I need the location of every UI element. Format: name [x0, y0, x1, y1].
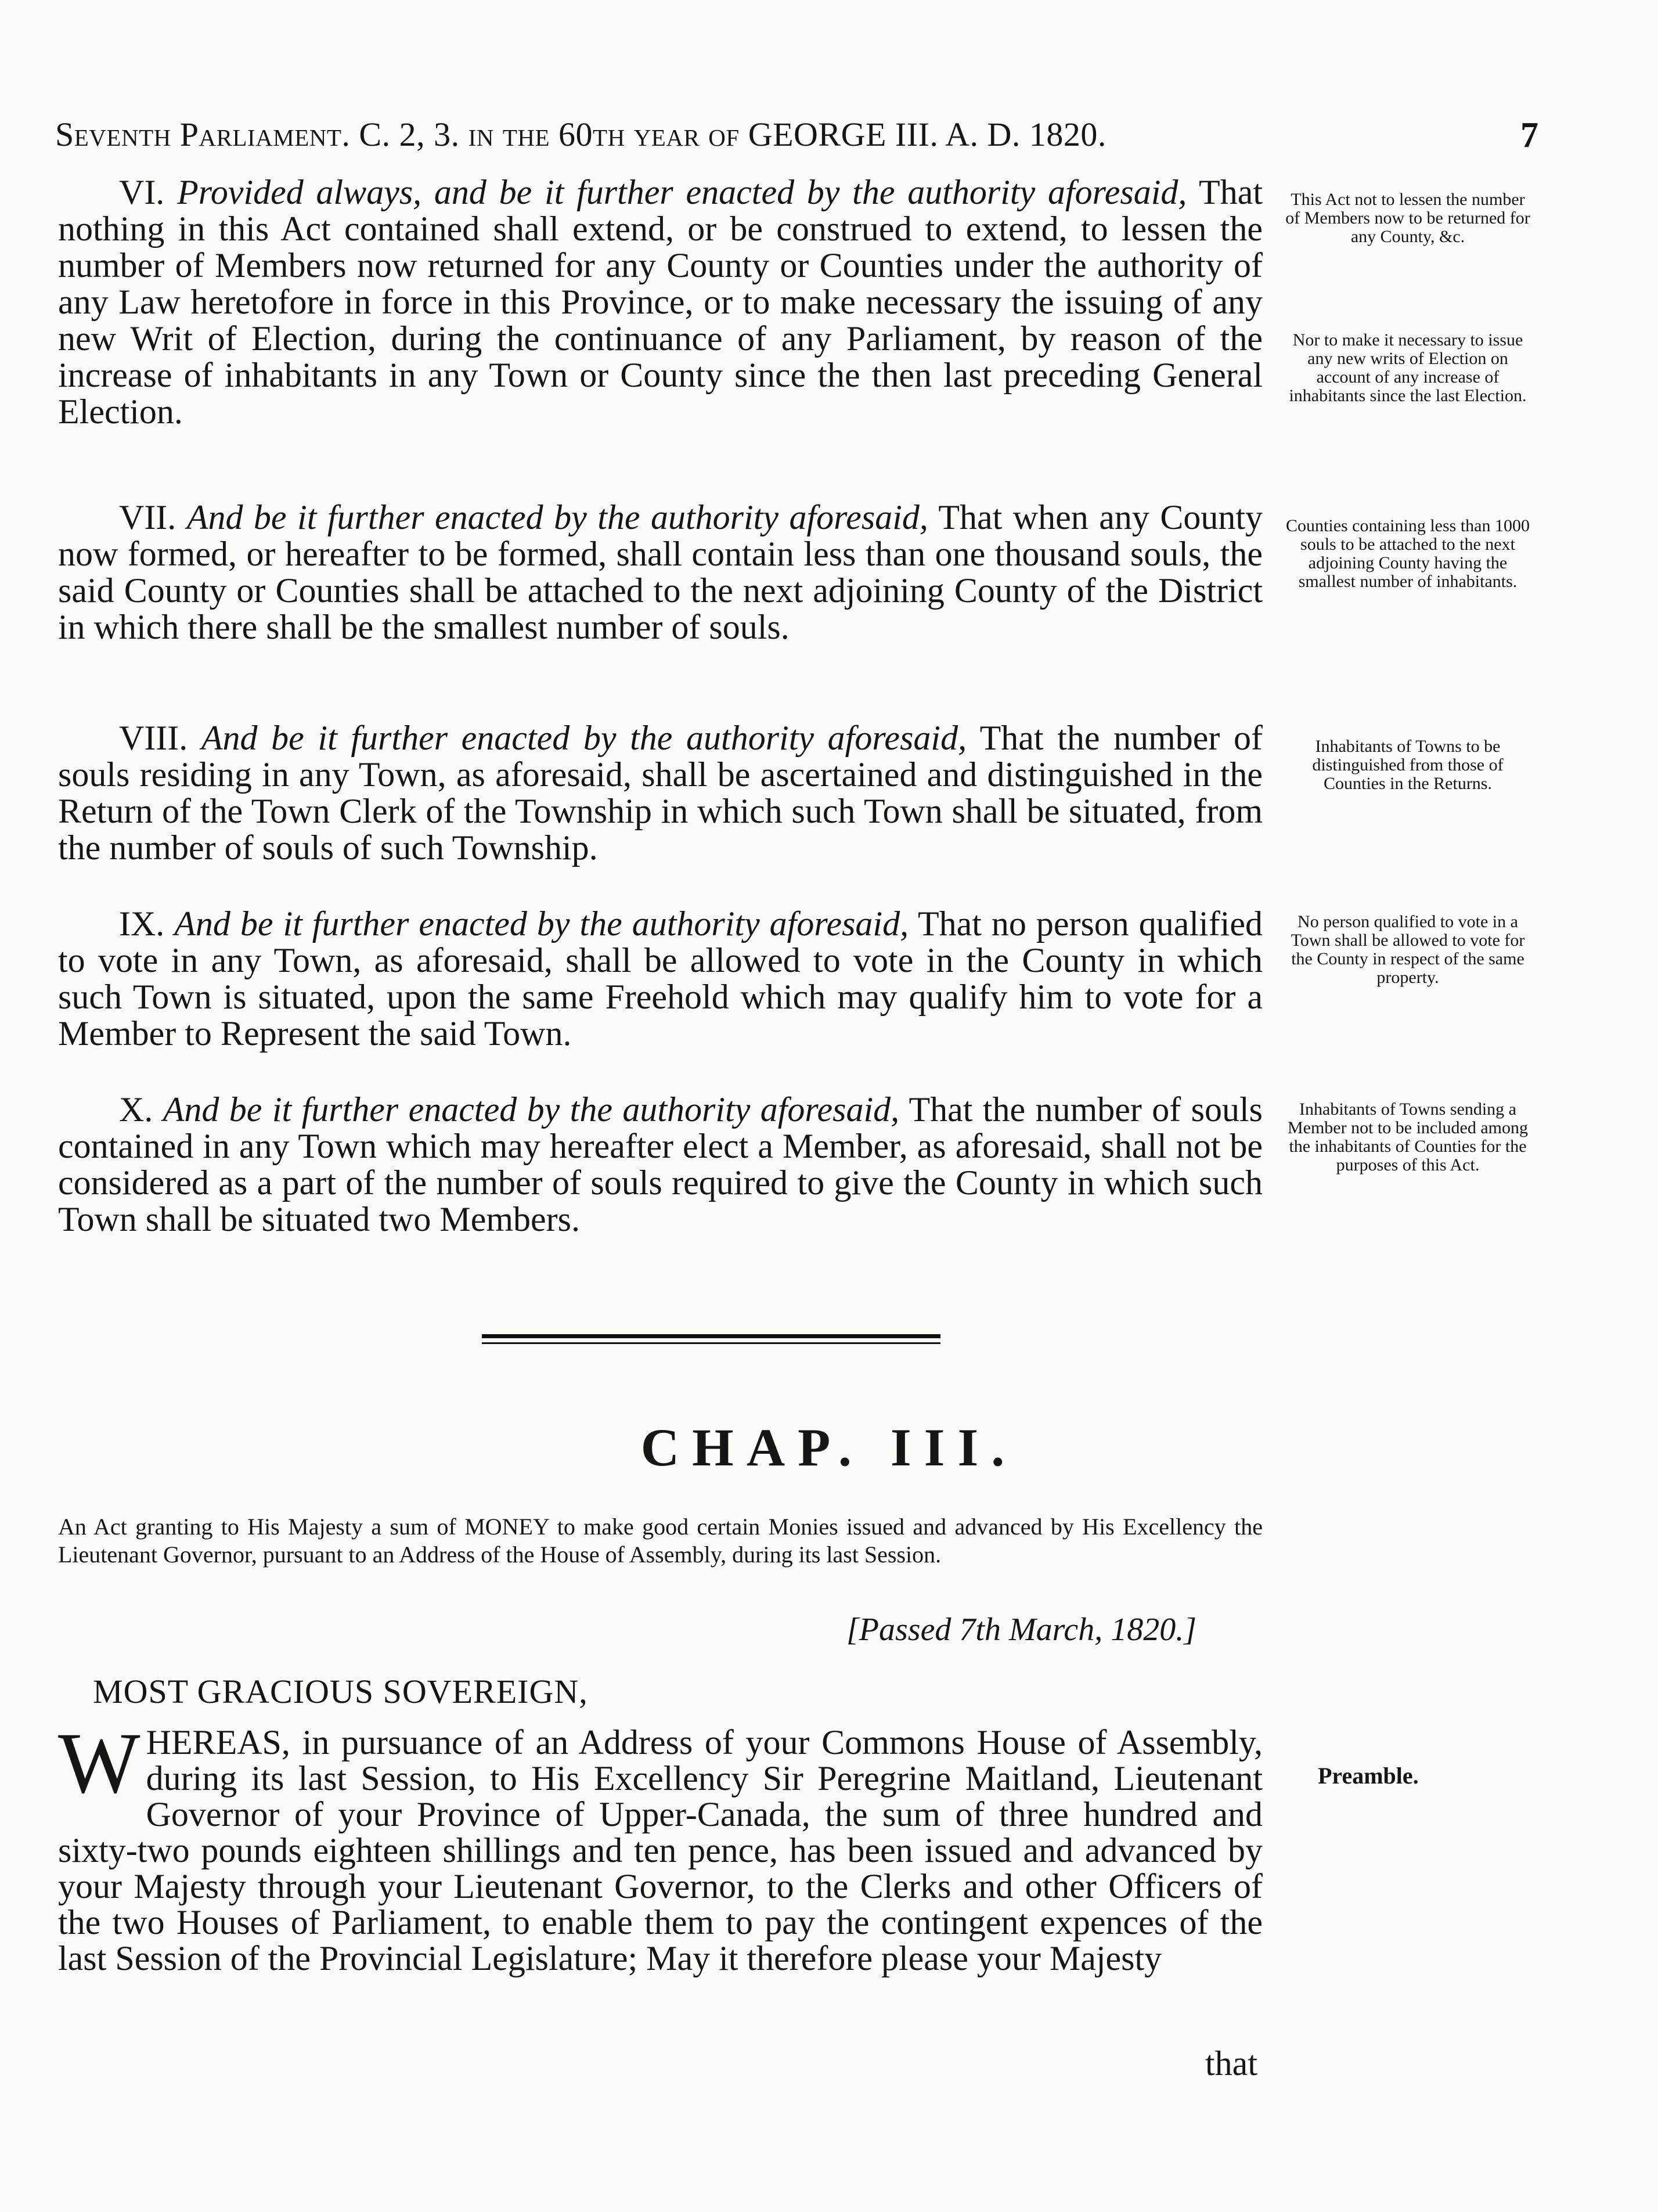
passed-date: [Passed 7th March, 1820.]	[846, 1612, 1196, 1648]
marginal-note: This Act not to lessen the number of Members now to be returned for any County, &c.	[1285, 190, 1530, 246]
section-number: VIII.	[119, 719, 188, 757]
preamble-paragraph	[58, 1715, 1263, 1977]
section-text: That when any County now formed, or hereafter to be formed, shall contain less than one thousand souls, the said County or Counties shall be attached to the next adjoining County of the District in which there shall be the smallest number of souls.	[58, 498, 1263, 646]
thick-rule	[482, 1334, 940, 1338]
section-number: IX.	[119, 905, 165, 943]
section-text: That no person qualified to vote in any Town, as aforesaid, shall be allowed to vote in the County in which such Town is situated, upon the same Freehold which may qualify him to vote for a Member to Represent the said Town.	[58, 905, 1263, 1053]
act-title: An Act granting to His Majesty a sum of MONEY to make good certain Monies issued and advanced by His Excellency the Lieutenant Governor, pursuant to an Address of the House of Assembly, during its last Session.	[58, 1514, 1263, 1568]
salutation: MOST GRACIOUS SOVEREIGN,	[93, 1673, 588, 1710]
thin-rule	[482, 1342, 940, 1344]
chapter-heading: CHAP. III.	[640, 1418, 1018, 1477]
marginal-note: Inhabitants of Towns sending a Member not to be included among the inhabitants of Counties for the purposes of this Act.	[1287, 1100, 1529, 1175]
running-header	[55, 115, 1538, 161]
section-text: That the number of souls contained in any Town which may hereafter elect a Member, as aforesaid, shall not be considered as a part of the number of souls required to give the County in which such Town shall be situated two Members.	[58, 1090, 1263, 1238]
section-text: That the number of souls residing in any Town, as aforesaid, shall be ascertained and distinguished in the Return of the Town Clerk of the Township in which such Town shall be situated, from the number of souls of such Township.	[58, 719, 1263, 867]
catchword: that	[1205, 2044, 1257, 2083]
enacting-formula: And be it further enacted by the authority aforesaid,	[186, 498, 928, 536]
enacting-formula: And be it further enacted by the authority aforesaid,	[174, 905, 909, 943]
section-number: VI.	[119, 173, 165, 211]
section-viii	[58, 720, 1263, 866]
preamble-text: HEREAS, in pursuance of an Address of your Commons House of Assembly, during its last Session, to His Excellency Sir Peregrine Maitland, Lieutenant Governor of your Province of Upper-Canada, the sum of three hundred and sixty-two pounds eighteen shillings and ten pence, has been issued and advanced by your Majesty through your Lieutenant Governor, to the Clerks and other Officers of the two Houses of Parliament, to enable them to pay the contingent expences of the last Session of the Provincial Legislature; May it therefore please your Majesty	[58, 1723, 1263, 1977]
section-ix	[58, 906, 1263, 1052]
section-text: That nothing in this Act contained shall extend, or be construed to extend, to lessen the number of Members now returned for any County or Counties under the authority of any Law heretofore in force in this Province, or to make necessary the issuing of any new Writ of Election, during the continuance of any Parliament, by reason of the increase of inhabitants in any Town or County since the then last preceding General Election.	[58, 173, 1263, 431]
marginal-note: Counties containing less than 1000 souls to be attached to the next adjoining County having the smallest number of inhabitants.	[1286, 516, 1530, 591]
section-number: VII.	[119, 498, 176, 536]
marginal-note: No person qualified to vote in a Town shall be allowed to vote for the County in respect of the same property.	[1291, 912, 1525, 987]
marginal-note: Inhabitants of Towns to be distinguished from those of Counties in the Returns.	[1312, 737, 1504, 793]
enacting-formula: And be it further enacted by the authority aforesaid,	[201, 719, 967, 757]
enacting-formula: And be it further enacted by the authority aforesaid,	[163, 1090, 900, 1129]
running-title: Seventh Parliament. C. 2, 3. in the 60th year of GEORGE III. A. D. 1820.	[55, 116, 1106, 153]
section-vii	[58, 499, 1263, 646]
section-number: X.	[119, 1090, 153, 1129]
section-x	[58, 1091, 1263, 1238]
page-number: 7	[1520, 116, 1538, 155]
marginal-note: Nor to make it necessary to issue any new writs of Election on account of any increase of inhabitants since the last Election.	[1289, 330, 1527, 405]
marginal-note-preamble: Preamble.	[1318, 1763, 1419, 1789]
enacting-formula: Provided always, and be it further enacted by the authority aforesaid,	[177, 173, 1187, 211]
drop-cap: W	[58, 1715, 140, 1811]
section-vi	[58, 174, 1263, 430]
